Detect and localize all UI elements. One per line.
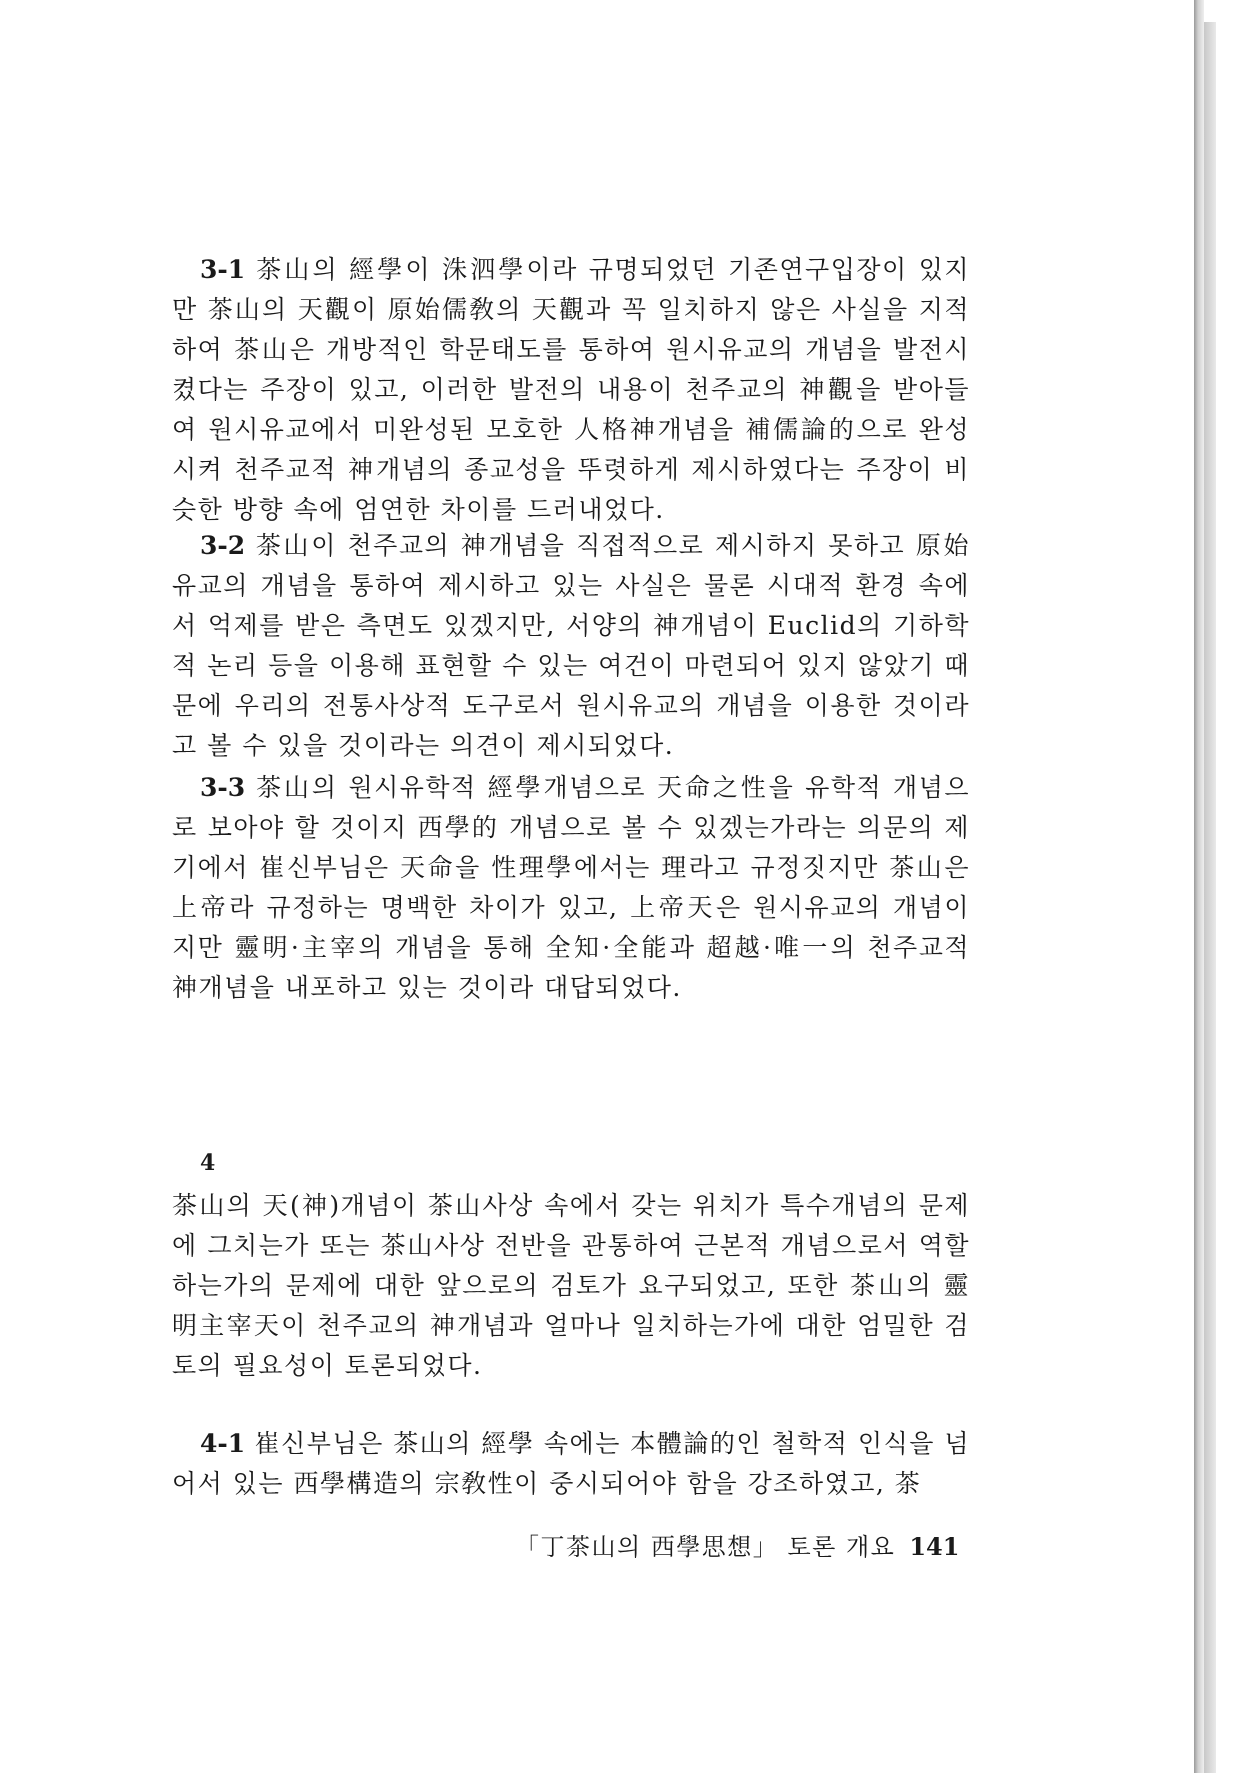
paragraph-number: 4-1 [200,1429,246,1458]
paragraph-text: 崔신부님은 茶山의 經學 속에는 本體論的인 철학적 인식을 넘어서 있는 西學構造의 宗敎性이 중시되어야 함을 강조하였고, 茶 [172,1429,970,1498]
paragraph-text: 茶山의 天(神)개념이 茶山사상 속에서 갖는 위치가 특수개념의 문제에 그치는가 또는 茶山사상 전반을 관통하여 근본적 개념으로서 역할하는가의 문제에 대한 앞으로의 검토가 요구되었고, 또한 茶山의 靈明主宰天이 천주교의 神개념과 얼마나 일치하는가에 대한 엄밀한 검토의 필요성이 토론되었다. [172,1191,970,1380]
page-edge-under [1204,22,1216,1773]
paragraph-3-2 [172,526,970,766]
paragraph-number: 3-3 [200,773,246,802]
paragraph-text: 茶山의 원시유학적 經學개념으로 天命之性을 유학적 개념으로 보아야 할 것이지 西學的 개념으로 볼 수 있겠는가라는 의문의 제기에서 崔신부님은 天命을 性理學에서는 理라고 규정짓지만 茶山은 上帝라 규정하는 명백한 차이가 있고, 上帝天은 원시유교의 개념이지만 靈明·主宰의 개념을 통해 全知·全能과 超越·唯一의 천주교적 神개념을 내포하고 있는 것이라 대답되었다. [172,773,970,1002]
running-title: 「丁茶山의 西學思想」 토론 개요 [515,1533,896,1561]
paragraph-text: 茶山이 천주교의 神개념을 직접적으로 제시하지 못하고 原始유교의 개념을 통하여 제시하고 있는 사실은 물론 시대적 환경 속에서 억제를 받은 측면도 있겠지만, 서양의 神개념이 Euclid의 기하학적 논리 등을 이용해 표현할 수 있는 여건이 마련되어 있지 않았기 때문에 우리의 전통사상적 도구로서 원시유교의 개념을 이용한 것이라고 볼 수 있을 것이라는 의견이 제시되었다. [172,531,970,760]
paragraph-text: 茶山의 經學이 洙泗學이라 규명되었던 기존연구입장이 있지만 茶山의 天觀이 原始儒敎의 天觀과 꼭 일치하지 않은 사실을 지적하여 茶山은 개방적인 학문태도를 통하여 원시유교의 개념을 발전시켰다는 주장이 있고, 이러한 발전의 내용이 천주교의 神觀을 받아들여 원시유교에서 미완성된 모호한 人格神개념을 補儒論的으로 완성시켜 천주교적 神개념의 종교성을 뚜렷하게 제시하였다는 주장이 비슷한 방향 속에 엄연한 차이를 드러내었다. [172,255,970,524]
running-footer [515,1527,959,1562]
page-number: 141 [909,1532,960,1561]
paragraph-4-1 [172,1424,970,1504]
page-edge-shadow [1194,0,1204,1773]
paragraph-3-3 [172,768,970,1008]
section-number-4: 4 [200,1150,216,1176]
paragraph-3-1 [172,250,970,530]
paragraph-number: 3-2 [200,531,246,560]
paragraph-4 [172,1186,970,1386]
paragraph-number: 3-1 [200,255,246,284]
